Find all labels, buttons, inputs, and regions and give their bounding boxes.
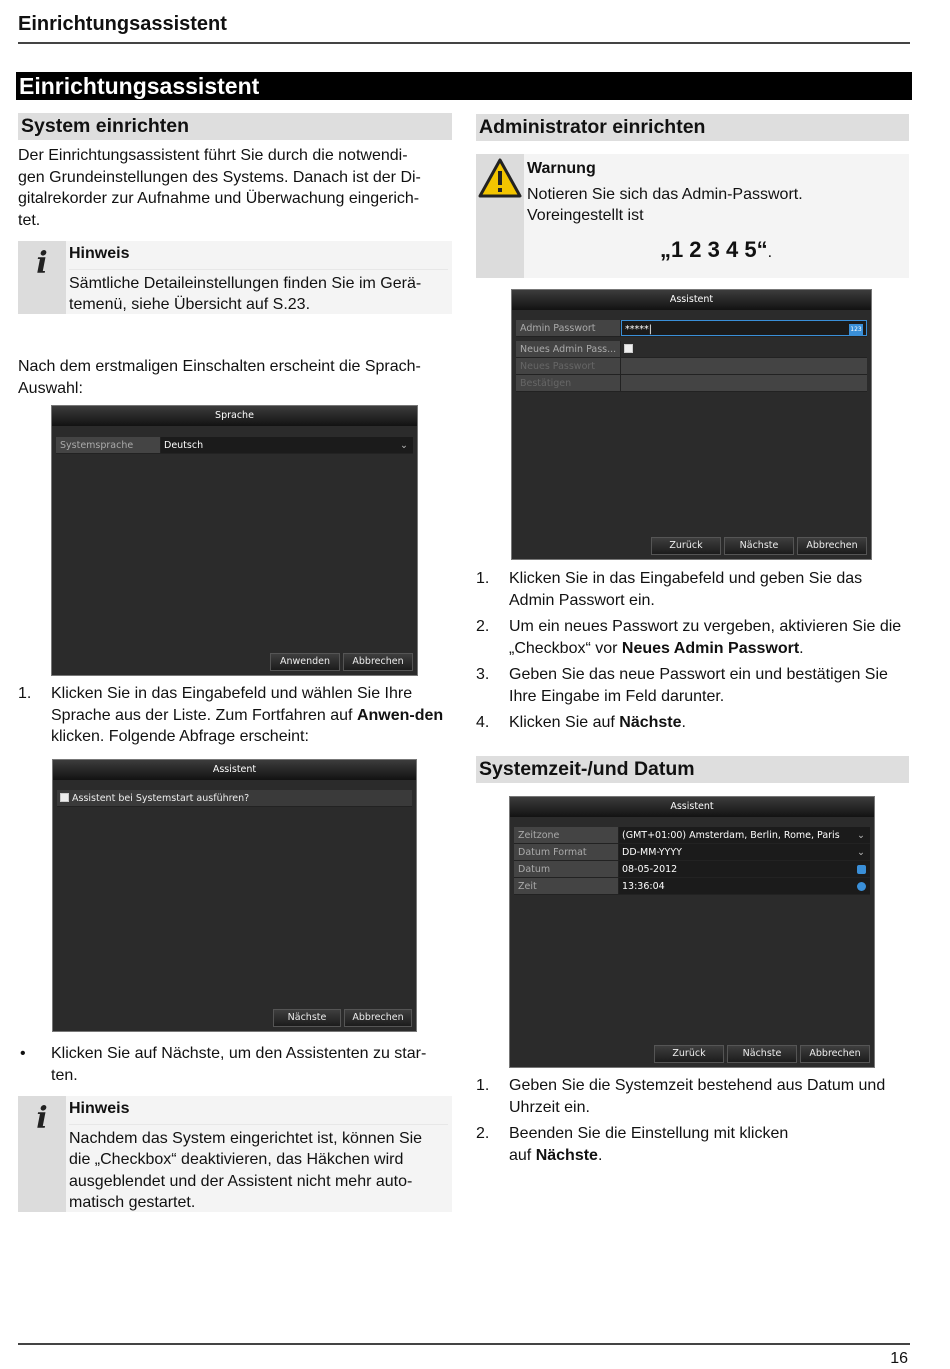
apply-button[interactable]: Anwenden bbox=[270, 653, 340, 671]
chevron-down-icon: ⌄ bbox=[400, 440, 408, 451]
hint-text: Sämtliche Detaileinstellungen finden Sie im Gerä- temenü, siehe Übersicht auf S.23. bbox=[69, 274, 422, 313]
field-label-confirm: Bestätigen bbox=[516, 375, 621, 391]
list-item: 3. Geben Sie das neue Passwort ein und bestätigen Sie Ihre Eingabe im Feld darunter. bbox=[476, 666, 888, 705]
field-label-new-password: Neues Passwort bbox=[516, 358, 621, 374]
list-item: 2. Beenden Sie die Einstellung mit klicken auf Nächste. bbox=[476, 1125, 789, 1164]
header-divider bbox=[18, 42, 910, 44]
warning-text: Notieren Sie sich das Admin-Passwort. Voreingestellt ist bbox=[527, 185, 803, 224]
language-select[interactable]: Deutsch ⌄ bbox=[161, 437, 413, 453]
warning-icon bbox=[478, 158, 522, 198]
timezone-select[interactable]: (GMT+01:00) Amsterdam, Berlin, Rome, Paris ⌄ bbox=[619, 827, 870, 843]
hint-title: Hinweis bbox=[69, 1098, 448, 1125]
screen-language bbox=[51, 405, 418, 676]
keyboard-icon: 123 bbox=[850, 326, 862, 333]
cancel-button[interactable]: Abbrechen bbox=[343, 653, 413, 671]
info-icon: i bbox=[36, 246, 48, 281]
hint-title: Hinweis bbox=[69, 243, 448, 270]
screen-admin bbox=[511, 289, 872, 560]
checkbox-icon bbox=[60, 793, 69, 802]
field-label-date: Datum bbox=[514, 861, 619, 877]
bullet-list bbox=[18, 1043, 458, 1091]
chevron-down-icon: ⌄ bbox=[857, 830, 865, 841]
time-input[interactable]: 13:36:04 bbox=[619, 878, 870, 894]
step-list-admin bbox=[476, 568, 910, 739]
back-button[interactable]: Zurück bbox=[654, 1045, 724, 1063]
page-number: 16 bbox=[890, 1350, 908, 1367]
list-item: • Klicken Sie auf Nächste, um den Assistenten zu star- ten. bbox=[20, 1045, 427, 1084]
screen-title: Assistent bbox=[512, 290, 871, 310]
screen-title: Assistent bbox=[510, 797, 874, 817]
checkbox-icon bbox=[624, 344, 633, 353]
footer-divider bbox=[18, 1343, 910, 1345]
hint-box-2 bbox=[18, 1096, 452, 1212]
page-header-title: Einrichtungsassistent bbox=[18, 13, 227, 35]
cancel-button[interactable]: Abbrechen bbox=[344, 1009, 412, 1027]
wizard-startup-checkbox[interactable]: Assistent bei Systemstart ausführen? bbox=[57, 790, 412, 806]
list-item: 1. Geben Sie die Systemzeit bestehend aus Datum und Uhrzeit ein. bbox=[476, 1077, 886, 1116]
section-title-admin: Administrator einrichten bbox=[476, 114, 909, 141]
list-item: 2. Um ein neues Passwort zu vergeben, aktivieren Sie die „Checkbox“ vor Neues Admin Passwort. bbox=[476, 618, 902, 657]
list-item: 1. Klicken Sie in das Eingabefeld und geben Sie das Admin Passwort ein. bbox=[476, 570, 863, 609]
warning-title: Warnung bbox=[527, 160, 596, 177]
cancel-button[interactable]: Abbrechen bbox=[797, 537, 867, 555]
language-intro: Nach dem erstmaligen Einschalten erscheint die Sprach- Auswahl: bbox=[18, 358, 421, 397]
field-label-timezone: Zeitzone bbox=[514, 827, 619, 843]
cancel-button[interactable]: Abbrechen bbox=[800, 1045, 870, 1063]
main-title: Einrichtungsassistent bbox=[16, 72, 912, 100]
screen-wizard bbox=[52, 759, 417, 1032]
hint-box-1 bbox=[18, 241, 452, 314]
calendar-icon[interactable] bbox=[857, 865, 866, 874]
field-label-date-format: Datum Format bbox=[514, 844, 619, 860]
list-item: 1. Klicken Sie in das Eingabefeld und wählen Sie Ihre Sprache aus der Liste. Zum Fortfahren auf Anwen-den klicken. Folgende Abfrage erscheint: bbox=[18, 685, 444, 745]
section-title-system: System einrichten bbox=[18, 113, 452, 140]
back-button[interactable]: Zurück bbox=[651, 537, 721, 555]
next-button[interactable]: Nächste bbox=[724, 537, 794, 555]
field-label-admin-password: Admin Passwort bbox=[516, 320, 621, 336]
next-button[interactable]: Nächste bbox=[727, 1045, 797, 1063]
warning-box bbox=[476, 154, 909, 278]
date-input[interactable]: 08-05-2012 bbox=[619, 861, 870, 877]
field-label-language: Systemsprache bbox=[56, 437, 161, 453]
field-label-time: Zeit bbox=[514, 878, 619, 894]
info-icon: i bbox=[36, 1101, 48, 1136]
screen-time bbox=[509, 796, 875, 1068]
intro-text: Der Einrichtungsassistent führt Sie durch die notwendi- gen Grundeinstellungen des Systems. Danach ist der Di- gitalrekorder zur Aufnahme und Überwachung eingerich- tet. bbox=[18, 147, 421, 229]
screen-title: Sprache bbox=[52, 406, 417, 426]
admin-password-input[interactable]: *****| 123 bbox=[621, 320, 867, 336]
clock-icon[interactable] bbox=[857, 882, 866, 891]
hint-text: Nachdem das System eingerichtet ist, können Sie die „Checkbox“ deaktivieren, das Häkchen wird ausgeblendet und der Assistent nicht mehr auto- matisch gestartet. bbox=[69, 1129, 423, 1211]
chevron-down-icon: ⌄ bbox=[857, 847, 865, 858]
screen-title: Assistent bbox=[53, 760, 416, 780]
section-title-time: Systemzeit-/und Datum bbox=[476, 756, 909, 783]
field-label-new-admin-password: Neues Admin Pass... bbox=[516, 341, 621, 357]
list-item: 4. Klicken Sie auf Nächste. bbox=[476, 714, 686, 731]
new-admin-password-checkbox[interactable] bbox=[621, 341, 867, 357]
new-password-input[interactable] bbox=[621, 358, 867, 374]
next-button[interactable]: Nächste bbox=[273, 1009, 341, 1027]
date-format-select[interactable]: DD-MM-YYYY ⌄ bbox=[619, 844, 870, 860]
confirm-password-input[interactable] bbox=[621, 375, 867, 391]
step-list-language bbox=[18, 683, 458, 753]
step-list-time bbox=[476, 1075, 910, 1171]
default-password: „1 2 3 4 5“. bbox=[659, 236, 773, 262]
